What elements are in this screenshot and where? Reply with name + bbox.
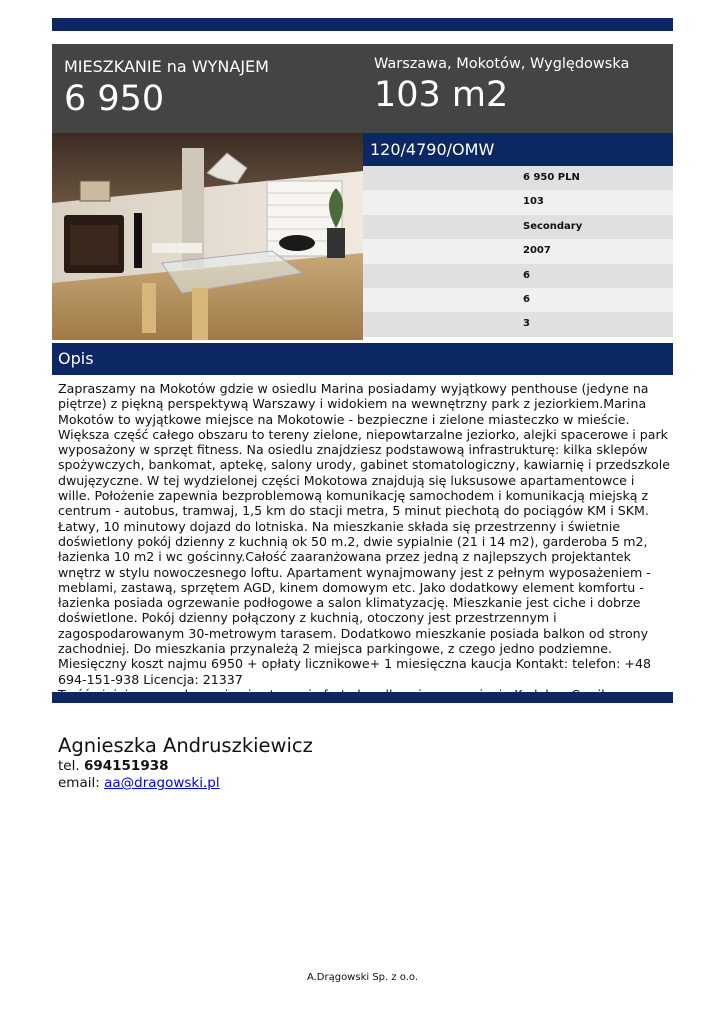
description-text: Zapraszamy na Mokotów gdzie w osiedlu Marina posiadamy wyjątkowy penthouse (jedyne na piętrze) z piękną perspektywą Warszawy i widokiem na wewnętrzny park z jeziorkiem.Marina Mokotów to wyjątkowe miejsce na Mokotowie - bezpieczne i zielone miasteczko w mieście. Większa część całego obszaru to tereny zielone, niepowtarzalne jeziorko, alejki spacerowe i park wyposażony w sprzęt fitness. Na osiedlu znajdziesz podstawową infrastrukturę: kilka sklepów spożywczych, bankomat, aptekę, salony urody, gabinet stomatologiczny, kawiarnię i przedszkole dwujęzyczne. W tej wydzielonej części Mokotowa znajdują się luksusowe apartamentowce i wille. Położenie zapewnia bezproblemową komunikację samochodem i komunikacją miejską z centrum - autobus, tramwaj, 1,5 km do stacji metra, 5 minut piechotą do pociągów KM i SKM. Łatwy, 10 minutowy dojazd do lotniska. Na mieszkanie składa się przestrzenny i świetnie doświetlony pokój dzienny z kuchnią ok 50 m.2, dwie sypialnie (21 i 14 m2), garderoba 5 m2, łazienka 10 m2 i wc gościnny.Całość zaaranżowana przez jedną z najlepszych projektantek wnętrz w stylu nowoczesnego loftu. Apartament wynajmowany jest z pełnym wyposażeniem - meblami, zastawą, sprzętem AGD, kinem domowym etc. Jako dodatkowy element komfortu - łazienka posiada ogrzewanie podłogowe a salon klimatyzację. Mieszkanie jest ciche i dobrze doświetlone. Pokój dzienny połączony z kuchnią, otoczony jest przestrzennym i zagospodarowanym 30-metrowym tarasem. Dodatkowo mieszkanie posiada balkon od strony zachodniej. Do mieszkania przynależą 2 miejsca parkingowe, z czego jedno podziemne. Miesięczny koszt najmu 6950 + opłaty licznikowe+ 1 miesięczna kaucja Kontakt: telefon: +48 694-151-938 Licencja: 21337 xyxy=(58,381,670,687)
detail-area: 103 xyxy=(363,190,673,214)
top-accent-bar xyxy=(52,18,673,31)
offer-area: 103 m2 xyxy=(374,75,509,115)
detail-value-5: 6 xyxy=(363,264,673,288)
detail-market: Secondary xyxy=(363,215,673,239)
description-body xyxy=(58,381,670,702)
listing-header xyxy=(52,44,673,133)
bottom-accent-bar xyxy=(52,692,673,703)
detail-value-7: 3 xyxy=(363,312,673,336)
description-heading: Opis xyxy=(52,343,673,375)
agent-name: Agnieszka Andruszkiewicz xyxy=(58,734,313,757)
offer-price: 6 950 xyxy=(64,79,165,119)
details-table xyxy=(363,166,673,337)
detail-price: 6 950 PLN xyxy=(363,166,673,190)
detail-value-6: 6 xyxy=(363,288,673,312)
offer-type: MIESZKANIE na WYNAJEM xyxy=(64,57,269,76)
detail-year: 2007 xyxy=(363,239,673,263)
agent-contact xyxy=(58,734,313,792)
listing-reference: 120/4790/OMW xyxy=(363,133,673,166)
footer-company: A.Drągowski Sp. z o.o. xyxy=(306,972,419,983)
apartment-photo xyxy=(52,133,363,340)
agent-email-link[interactable]: aa@dragowski.pl xyxy=(104,775,220,791)
agent-phone: 694151938 xyxy=(83,758,169,774)
offer-location: Warszawa, Mokotów, Wyględowska xyxy=(374,56,630,72)
agent-email-line xyxy=(58,775,313,792)
agent-phone-line xyxy=(58,758,313,775)
phone-label: tel. xyxy=(58,758,80,774)
email-label: email: xyxy=(58,775,100,791)
